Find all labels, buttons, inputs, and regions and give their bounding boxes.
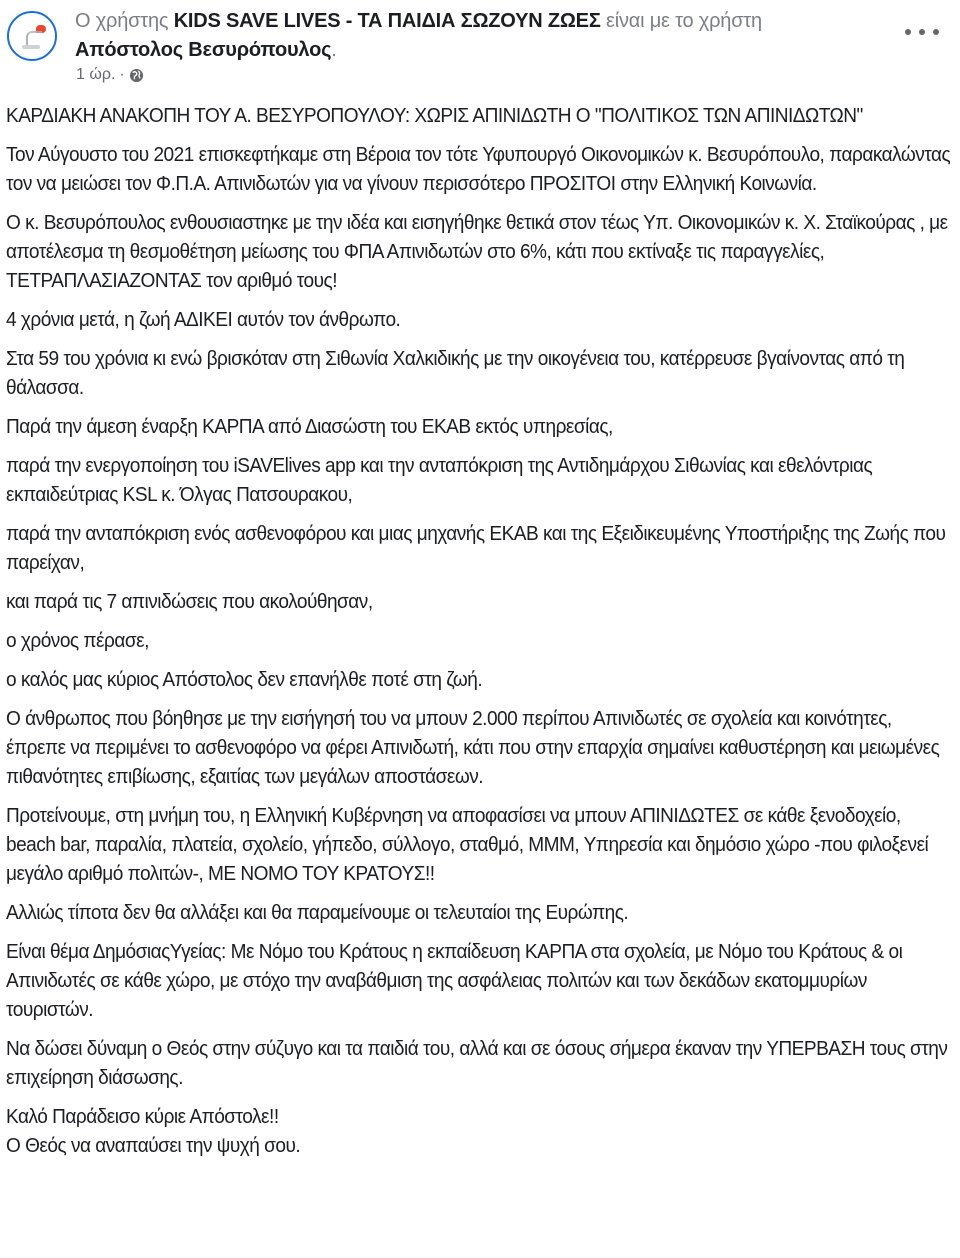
post-paragraph: Ο κ. Βεσυρόπουλος ενθουσιαστηκε με την ιδέα και εισηγήθηκε θετικά στον τέως Υπ. Οικονομικών κ. Χ. Σταϊκούρας , με αποτέλεσμα τη θεσμοθέτηση μείωσης του ΦΠΑ Απινιδωτών στο 6%, κάτι που εκτίναξε τις παραγγελίες, ΤΕΤΡΑΠΛΑΣΙΑΖΟΝΤΑΣ τον αριθμό τους! bbox=[6, 211, 948, 292]
post-paragraph: Ο άνθρωπος που βόηθησε με την εισήγησή του να μπουν 2.000 περίπου Απινιδωτές σε σχολεία και κοινότητες, έπρεπε να περιμένει το ασθενοφόρο να φέρει Απινιδωτή, κάτι που στην επαρχία σημαίνει καθυστέρηση και μειωμένες πιθανότητες επιβίωσης, εξαιτίας των μεγάλων αποστάσεων. bbox=[6, 707, 940, 788]
logo-base-icon bbox=[22, 45, 40, 49]
post-title: ΚΑΡΔΙΑΚΗ ΑΝΑΚΟΠΗ ΤΟΥ Α. ΒΕΣΥΡΟΠΟΥΛΟΥ: ΧΩΡΙΣ ΑΠΙΝΙΔΩΤΗ Ο "ΠΟΛΙΤΙΚΟΣ ΤΩΝ ΑΠΙΝΙΔΩΤΩΝ" bbox=[6, 104, 863, 127]
post-attribution bbox=[75, 7, 762, 65]
post-paragraph: 4 χρόνια μετά, η ζωή ΑΔΙΚΕΙ αυτόν τον άνθρωπο. bbox=[6, 308, 401, 331]
more-dot-icon bbox=[933, 29, 939, 35]
post-paragraph: Αλλιώς τίποτα δεν θα αλλάξει και θα παραμείνουμε οι τελευταίοι της Ευρώπης. bbox=[6, 901, 629, 924]
attribution-suffix: . bbox=[331, 39, 337, 61]
closing-line: Καλό Παράδεισο κύριε Απόστολε!! bbox=[6, 1105, 279, 1128]
post-paragraph: ο χρόνος πέρασε, bbox=[6, 629, 149, 652]
more-dot-icon bbox=[919, 29, 925, 35]
post-header bbox=[0, 0, 960, 92]
post-paragraph: ο καλός μας κύριος Απόστολος δεν επανήλθε ποτέ στη ζωή. bbox=[6, 668, 483, 691]
page-name-link[interactable]: KIDS SAVE LIVES - ΤΑ ΠΑΙΔΙΑ ΣΩΖΟΥΝ ΖΩΕΣ bbox=[173, 10, 601, 32]
page-avatar[interactable] bbox=[7, 11, 57, 61]
globe-icon[interactable] bbox=[129, 68, 144, 83]
tagged-user-link[interactable]: Απόστολος Βεσυρόπουλος bbox=[75, 39, 332, 61]
post-paragraph: και παρά τις 7 απινιδώσεις που ακολούθησαν, bbox=[6, 590, 373, 613]
post-closing bbox=[6, 1102, 955, 1160]
more-options-button[interactable] bbox=[905, 22, 939, 42]
attribution-with-text: είναι με το χρήστη bbox=[605, 10, 762, 32]
post-paragraph: Τον Αύγουστο του 2021 επισκεφτήκαμε στη Βέροια τον τότε Υφυπουργό Οικονομικών κ. Βεσυρόπουλο, παρακαλώντας τον να μειώσει τον Φ.Π.Α. Απινιδωτών για να γίνουν περισσότερο ΠΡΟΣΙΤΟΙ στην Ελληνική Κοινωνία. bbox=[6, 143, 951, 195]
post-paragraph: Να δώσει δύναμη ο Θεός στην σύζυγο και τα παιδιά του, αλλά και σε όσους σήμερα έκαναν την ΥΠΕΡΒΑΣΗ τους στην επιχείρηση διάσωσης. bbox=[6, 1037, 948, 1089]
post-paragraph: Είναι θέμα ΔημόσιαςΥγείας: Με Νόμο του Κράτους η εκπαίδευση ΚΑΡΠΑ στα σχολεία, με Νόμο του Κράτους & οι Απινιδωτές σε κάθε χώρο, με στόχο την αναβάθμιση της ασφάλειας πολιτών και των δεκάδων εκατομμυρίων τουριστών. bbox=[6, 940, 903, 1021]
post-paragraph: Παρά την άμεση έναρξη ΚΑΡΠΑ από Διασώστη του ΕΚΑΒ εκτός υπηρεσίας, bbox=[6, 415, 613, 438]
post-timestamp[interactable]: 1 ώρ. bbox=[76, 66, 116, 83]
post-paragraph: Στα 59 του χρόνια κι ενώ βρισκόταν στη Σιθωνία Χαλκιδικής με την οικογένεια του, κατέρρευσε βγαίνοντας από τη θάλασσα. bbox=[6, 347, 905, 399]
meta-separator: · bbox=[119, 66, 125, 83]
post-body bbox=[6, 101, 955, 1170]
attribution-prefix: Ο χρήστης bbox=[75, 10, 169, 32]
post-meta bbox=[76, 66, 144, 84]
more-dot-icon bbox=[905, 29, 911, 35]
closing-line: Ο Θεός να αναπαύσει την ψυχή σου. bbox=[6, 1134, 301, 1157]
post-paragraph: παρά την ενεργοποίηση του iSAVElives app και την ανταπόκριση της Αντιδημάρχου Σιθωνίας και εθελόντριας εκπαιδεύτριας KSL κ. Όλγας Πατσουρακου, bbox=[6, 454, 873, 506]
post-paragraph: παρά την ανταπόκριση ενός ασθενοφόρου και μιας μηχανής ΕΚΑΒ και της Εξειδικευμένης Υποστήριξης της Ζωής που παρείχαν, bbox=[6, 522, 946, 574]
post-paragraph: Προτείνουμε, στη μνήμη του, η Ελληνική Κυβέρνηση να αποφασίσει να μπουν ΑΠΙΝΙΔΩΤΕΣ σε κάθε ξενοδοχείο, beach bar, παραλία, πλατεία, σχολείο, γήπεδο, σύλλογο, σταθμό, ΜΜΜ, Υπηρεσία και δημόσιο χώρο -που φιλοξενεί μεγάλο αριθμό πολιτών-, ΜΕ ΝΟΜΟ ΤΟΥ ΚΡΑΤΟΥΣ!! bbox=[6, 804, 929, 885]
